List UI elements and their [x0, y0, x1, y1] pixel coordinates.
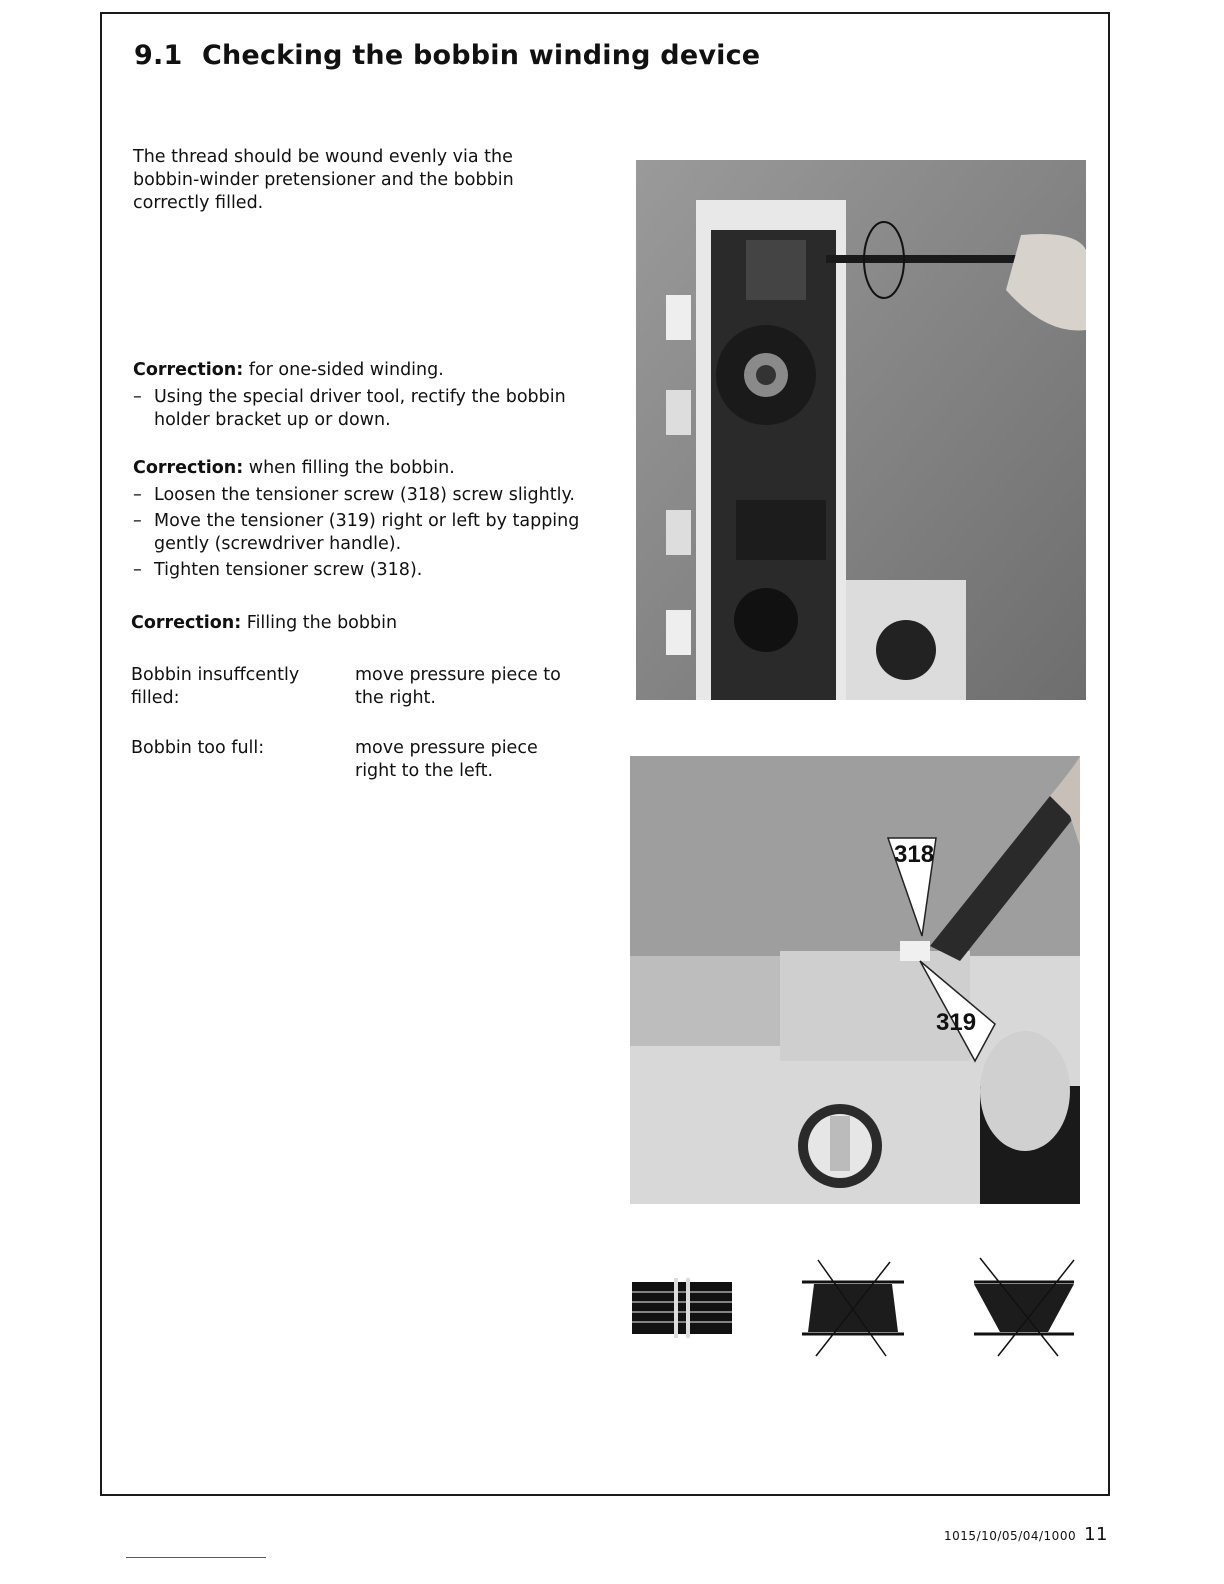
page-footer: [944, 1524, 1108, 1545]
link-underline: [126, 1557, 266, 1558]
fill-action: move pressure piece right to the left.: [355, 738, 538, 781]
section-number: 9.1: [134, 40, 183, 71]
callout-318: 318: [894, 841, 935, 868]
page-number: 11: [1084, 1524, 1108, 1545]
bobbin-overfilled-center-icon: [802, 1260, 904, 1356]
correction-label: Correction:: [131, 613, 242, 633]
bobbin-uneven-icon: [974, 1258, 1074, 1356]
correction-step: – Tighten tensioner screw (318).: [133, 559, 593, 582]
bobbin-diagrams: [628, 1252, 1088, 1362]
correction-text: Filling the bobbin: [241, 613, 398, 633]
correction-filling: [133, 457, 593, 585]
fill-condition: Bobbin insuffcently filled:: [131, 665, 300, 708]
document-code: 1015/10/05/04/1000: [944, 1529, 1077, 1543]
correction-step: – Using the special driver tool, rectify the bobbin holder bracket up or down.: [133, 386, 593, 432]
callout-319: 319: [936, 1009, 977, 1036]
intro-paragraph: The thread should be wound evenly via the bobbin-winder pretensioner and the bobbin correctly filled.: [133, 147, 514, 213]
correction-step: – Move the tensioner (319) right or left by tapping gently (screwdriver handle).: [133, 510, 593, 556]
bobbin-correct-icon: [632, 1278, 732, 1338]
photo-tensioner: [630, 756, 1080, 1204]
correction-fill-bobbin: [131, 612, 591, 635]
correction-label: Correction:: [133, 458, 244, 478]
section-title-text: Checking the bobbin winding device: [202, 40, 761, 71]
correction-label: Correction:: [133, 360, 244, 380]
fill-condition: Bobbin too full:: [131, 738, 265, 758]
section-title: [134, 40, 760, 71]
photo-bobbin-mechanism: [636, 160, 1086, 700]
correction-step: – Loosen the tensioner screw (318) screw slightly.: [133, 484, 593, 507]
fill-action: move pressure piece to the right.: [355, 665, 561, 708]
correction-text: for one-sided winding.: [243, 360, 444, 380]
correction-text: when filling the bobbin.: [243, 458, 455, 478]
correction-one-sided: [133, 359, 593, 435]
